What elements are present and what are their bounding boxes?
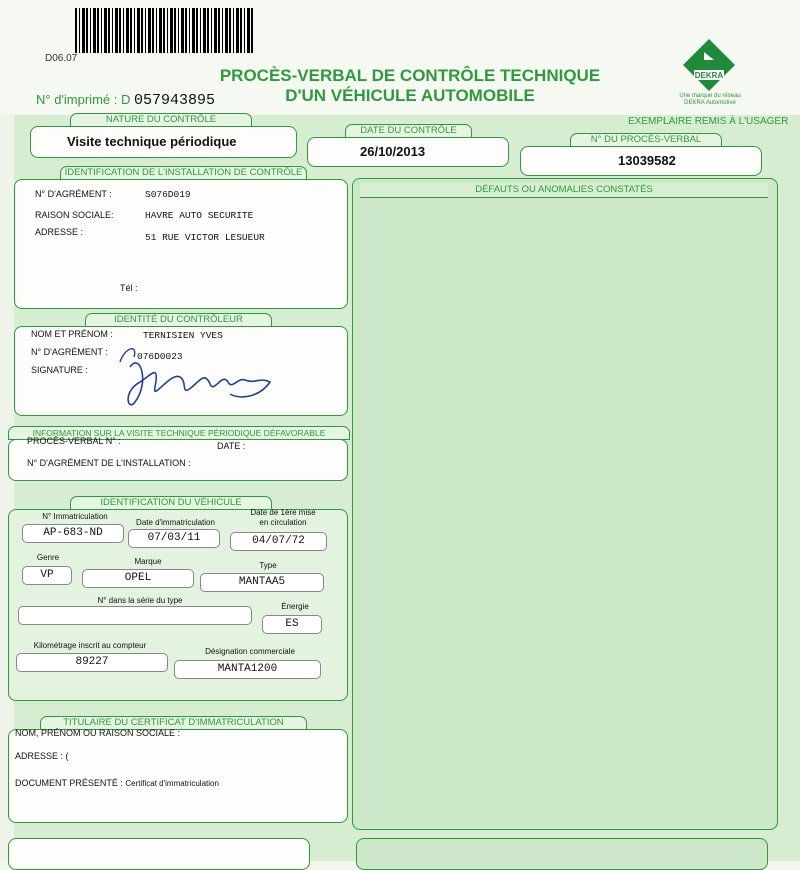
date-mise-field: 04/07/72 [230,532,327,551]
controleur-nom-label: NOM ET PRÉNOM : [31,329,113,339]
defavorable-pv-label: PROCÈS-VERBAL N° : [27,436,121,446]
title-line-1: PROCÈS-VERBAL DE CONTRÔLE TECHNIQUE [219,66,601,85]
installation-raison-value: HAVRE AUTO SECURITE [145,210,254,221]
defavorable-agrement-label: N° D'AGRÉMENT DE L'INSTALLATION : [27,458,191,468]
date-immat-field: 07/03/11 [128,529,220,548]
date-tab: DATE DU CONTRÔLE [345,124,472,138]
installation-adresse-value: 51 RUE VICTOR LESUEUR [145,232,265,243]
titulaire-tab: TITULAIRE DU CERTIFICAT D'IMMATRICULATION [40,716,307,730]
type-field: MANTAA5 [200,573,324,592]
title-line-2: D'UN VÉHICULE AUTOMOBILE [285,86,535,105]
pv-tab: N° DU PROCÈS-VERBAL [570,133,722,147]
defauts-box [352,178,778,830]
serie-field [18,606,252,625]
controleur-agrement-value: 076D0023 [137,351,183,362]
vehicule-tab: IDENTIFICATION DU VÉHICULE [70,496,272,510]
energie-label: Énergie [281,602,309,611]
controleur-agrement-label: N° D'AGRÉMENT : [31,347,108,357]
marque-field: OPEL [82,569,194,588]
doc-code: D06.07 [45,53,78,64]
signature-image [110,342,280,412]
controleur-signature-label: SIGNATURE : [31,365,88,375]
exemplaire-label: EXEMPLAIRE REMIS À L'USAGER [628,116,789,127]
controleur-tab: IDENTITÉ DU CONTRÔLEUR [85,313,272,327]
installation-agrement-label: N° D'AGRÉMENT : [35,189,112,199]
printed-value: 057943895 [133,92,215,109]
titulaire-document-label: DOCUMENT PRÉSENTÉ : Certificat d'immatriculation [15,778,219,788]
pv-box [520,146,762,176]
genre-field: VP [22,566,72,585]
dekra-logo [682,38,736,92]
type-label: Type [259,561,277,570]
date-immat-label: Date d'immatriculation [136,518,215,527]
installation-tab: IDENTIFICATION DE L'INSTALLATION DE CONTRÔLE [60,166,307,180]
defavorable-date-label: DATE : [217,441,246,451]
designation-label: Désignation commerciale [205,647,295,656]
installation-agrement-value: S076D019 [145,189,191,200]
resultat-box-partial [8,838,310,870]
date-box [307,137,509,167]
installation-adresse-label: ADRESSE : [35,227,84,237]
svg-text:DEKRA: DEKRA [694,71,724,80]
genre-label: Genre [36,553,60,562]
controleur-nom-value: TERNISIEN YVES [143,330,223,341]
printed-label: N° d'imprimé : D [36,92,131,107]
energie-field: ES [262,615,322,634]
marque-label: Marque [134,557,162,566]
pv-value: 13039582 [618,153,676,168]
printed-number [36,92,215,109]
titulaire-document-value: Certificat d'immatriculation [125,779,219,788]
designation-field: MANTA1200 [174,660,321,679]
titulaire-adresse-label: ADRESSE : ( [15,751,69,761]
installation-box [14,179,348,309]
km-field: 89227 [16,653,168,672]
km-label: Kilométrage inscrit au compteur [33,641,147,650]
titulaire-box [8,729,348,823]
titulaire-nom-label: NOM, PRÉNOM OU RAISON SOCIALE : [15,728,181,738]
controleur-box [14,326,348,416]
date-mise-label: Date de 1ère mise en circulation [250,508,316,527]
barcode [75,8,255,53]
defavorable-tab: INFORMATION SUR LA VISITE TECHNIQUE PÉRIODIQUE DÉFAVORABLE [8,426,350,440]
defauts-header: DÉFAUTS OU ANOMALIES CONSTATÉS [360,183,768,198]
nature-tab: NATURE DU CONTRÔLE [70,113,252,127]
date-value: 26/10/2013 [360,144,426,159]
nature-box [30,126,297,158]
installation-raison-label: RAISON SOCIALE: [35,210,114,220]
immat-label: N° Immatriculation [42,512,108,521]
immat-field: AP-683-ND [22,524,124,543]
serie-label: N° dans la série du type [97,596,183,605]
nature-value: Visite technique périodique [67,134,237,149]
defavorable-box [8,436,348,481]
page-title [200,66,620,106]
lower-box-partial [356,838,768,870]
installation-tel-label: Tél : [120,283,138,293]
logo-tagline: Une marque du réseau DEKRA Automotive [679,93,741,106]
